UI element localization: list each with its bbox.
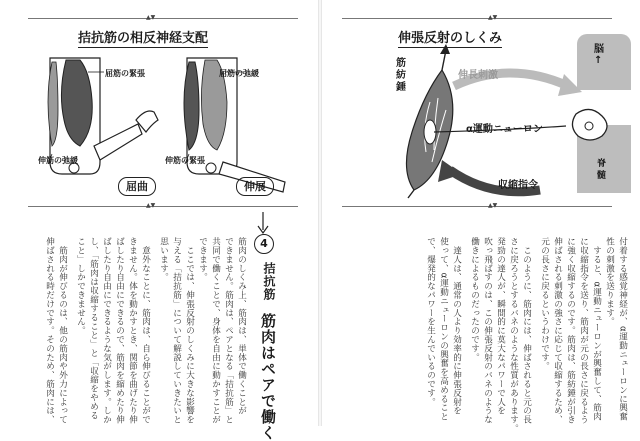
- stretch-stimulus-label: 伸長刺激: [458, 70, 498, 81]
- up-arrow-icon: ↑: [594, 55, 603, 66]
- text-column: このように、筋肉には、伸ばされると元の長: [521, 237, 532, 424]
- text-column: 筋肉が伸びるのは、他の筋肉や外力によって: [57, 237, 68, 424]
- text-column: 達人は、通常の人より効率的に伸張反射を: [451, 237, 462, 415]
- top-rule-left: [28, 18, 298, 19]
- motor-neuron-label: α運動ニューロン: [466, 124, 543, 135]
- extension-label-flexor: 屈筋の弛緩: [219, 69, 259, 78]
- crop-mark: ▲▼: [488, 14, 498, 21]
- text-column: こと」しかできません。: [75, 237, 86, 335]
- crop-mark: ▲▼: [146, 202, 156, 209]
- text-column: ばしたり自由にできるので、筋肉を縮めたり伸: [114, 237, 125, 424]
- text-column: に収縮指令を送り、筋肉が元の長さに戻るよう: [578, 237, 589, 424]
- text-column: できません。筋肉は、ペアとなる「拮抗筋」と: [223, 237, 234, 424]
- text-column: 性の刺激を送ります。: [604, 237, 615, 326]
- mid-rule-left: [28, 206, 298, 207]
- section-subheading: 拮抗筋: [262, 262, 276, 301]
- text-column: ばしたり自由にできるような気がします。しか: [101, 237, 112, 424]
- text-column: 伸ばされる刺激の強さに応じて収縮するため、: [552, 237, 563, 424]
- text-column: きません。体を動かすとき、関節を曲げたり伸: [127, 237, 138, 424]
- extension-badge: 伸展: [236, 177, 274, 196]
- section-arrow-icon: [250, 212, 278, 236]
- spinal-cord-label: 脊髄: [597, 159, 607, 181]
- mid-rule-right: [342, 206, 612, 207]
- section-number: 4: [254, 234, 274, 254]
- text-column: 与える「拮抗筋」について解説していきたいと: [171, 237, 182, 424]
- brain-text: 脳: [594, 44, 604, 55]
- text-column: 使って、α運動ニューロンの興奮を高めること: [438, 237, 449, 421]
- flexion-label-flexor: 屈筋の緊張: [105, 69, 145, 78]
- text-column: ここでは、伸張反射のしくみに大きな影響を: [184, 237, 195, 424]
- text-column: すると、α運動ニューロンが興奮して、筋肉: [591, 237, 602, 421]
- text-column: 意外なことに、筋肉は、自ら伸びることがで: [140, 237, 151, 424]
- crop-mark: ▲▼: [146, 14, 156, 21]
- top-rule-right: [342, 18, 612, 19]
- flexion-label-extensor: 伸筋の弛緩: [38, 156, 78, 165]
- text-column: に強く収縮するのです。筋肉は、筋紡錘が引き: [565, 237, 576, 424]
- extension-label-extensor: 伸筋の緊張: [165, 156, 205, 165]
- spindle-label: 筋紡錘: [396, 58, 406, 93]
- left-page-title: 拮抗筋の相反神経支配: [78, 27, 208, 48]
- crop-mark: ▲▼: [488, 202, 498, 209]
- text-column: 発勁の達人が、瞬間的に莫大なパワーで人を: [495, 237, 506, 415]
- section-heading: 筋肉はペアで働く: [259, 313, 277, 441]
- text-column: さに戻ろうとするバネのような性質があります。: [508, 237, 519, 433]
- right-page-title: 伸張反射のしくみ: [398, 27, 502, 48]
- text-column: 付着する感覚神経が、α運動ニューロンに興奮: [617, 237, 628, 421]
- text-column: 筋肉のしくみ上、筋肉は、単体で働くことが: [236, 237, 247, 415]
- text-column: で、爆発的なパワーを生んでいるのです。: [425, 237, 436, 407]
- text-column: 思います。: [158, 237, 169, 282]
- text-column: 共同で働くことで、身体を自由に動かすことが: [210, 237, 221, 424]
- contraction-command-label: 収縮指令: [498, 180, 538, 191]
- text-column: できます。: [197, 237, 208, 282]
- text-column: 働きによるものだったのです。: [469, 237, 480, 362]
- text-column: し、「筋肉は収縮すること」と「収縮をやめる: [88, 237, 99, 420]
- text-column: 元の長さに戻るというわけです。: [539, 237, 550, 371]
- text-column: 吹っ飛ばすのは、この伸張反射のバネのような: [482, 237, 493, 424]
- text-column: 伸ばされる時だけです。そのため、筋肉には、: [44, 237, 55, 424]
- flexion-badge: 屈曲: [118, 177, 156, 196]
